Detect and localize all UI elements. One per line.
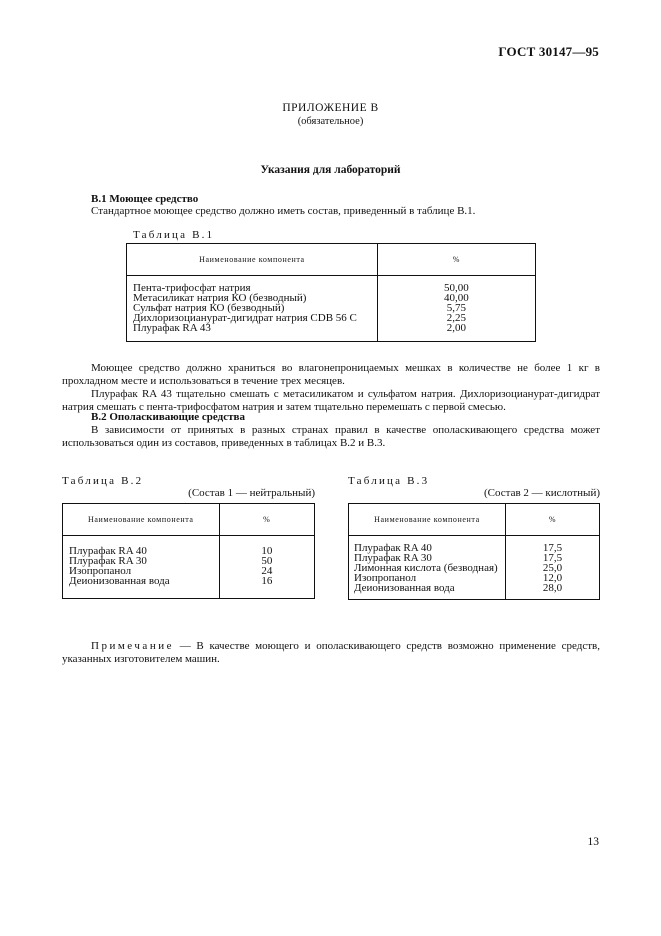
table-b3-header-percent: % xyxy=(505,504,599,536)
table-b3-components xyxy=(349,536,506,600)
section-b1-paragraphs xyxy=(62,362,600,414)
table-row-value: 28,0 xyxy=(542,582,563,594)
table-b1-values xyxy=(377,276,535,342)
table-row-name: Дихлоризоциануpат-дигидрат натрия CDB 56 С xyxy=(133,312,357,324)
table-row-value: 12,0 xyxy=(542,572,563,584)
appendix-subtitle: (обязательное) xyxy=(297,116,364,127)
table-row-name: Сульфат натрия КО (безводный) xyxy=(133,302,285,314)
table-row-name: Плурафак RA 30 xyxy=(354,552,432,564)
note-text: — В качестве моющего и ополаскивающего средств возможно применение средств, указанных изготовителем машин. xyxy=(62,640,600,665)
table-row-name: Изопропанол xyxy=(69,565,132,577)
section-b1-heading: В.1 Моющее средство xyxy=(91,193,199,205)
table-row-name: Плурафак RA 30 xyxy=(69,555,147,567)
table-row-value: 5,75 xyxy=(446,302,467,314)
table-row-value: 17,5 xyxy=(542,552,563,564)
table-row-value: 16 xyxy=(261,575,273,587)
paragraph-mixing: Плурафак RA 43 тщательно смешать с метасиликатом и сульфатом натрия. Дихлоризоцианурат-дигидрат натрия смешать с пента-трифосфатом натрия и затем тщательно перемешать с первой смесью. xyxy=(62,388,600,413)
table-b3-values xyxy=(505,536,599,600)
table-row-value: 2,00 xyxy=(446,322,467,334)
table-row-name: Плурафак RA 40 xyxy=(69,545,147,557)
table-row-value: 25,0 xyxy=(542,562,563,574)
page-number: 13 xyxy=(587,836,599,848)
table-b3 xyxy=(348,503,600,600)
table-b3-header-component: Наименование компонента xyxy=(349,504,506,536)
table-b3-caption: Таблица В.3 xyxy=(348,475,430,487)
table-b2-subcaption: (Состав 1 — нейтральный) xyxy=(188,487,315,499)
section-b1-intro: Стандартное моющее средство должно иметь состав, приведенный в таблице В.1. xyxy=(91,205,476,217)
table-b1-components xyxy=(127,276,378,342)
table-b2-header-component: Наименование компонента xyxy=(63,504,220,536)
table-row-value: 17,5 xyxy=(542,542,563,554)
table-row-name: Изопропанол xyxy=(354,572,417,584)
table-row-name: Метасиликат натрия КО (безводный) xyxy=(133,292,307,304)
note-label: Примечание xyxy=(91,640,174,652)
table-b2-header-percent: % xyxy=(219,504,314,536)
table-row-value: 50 xyxy=(261,555,273,567)
table-row-value: 50,00 xyxy=(444,282,469,294)
table-row-value: 40,00 xyxy=(444,292,469,304)
table-row-name: Деионизованная вода xyxy=(69,575,170,587)
table-row-name: Пента-трифосфат натрия xyxy=(133,282,251,294)
table-row-value: 10 xyxy=(261,545,273,557)
note xyxy=(62,640,600,666)
table-row-value: 24 xyxy=(261,565,273,577)
section-b2-heading: В.2 Ополаскивающие средства xyxy=(91,411,245,423)
table-b1-header-percent: % xyxy=(377,244,535,276)
table-row-name: Деионизованная вода xyxy=(354,582,455,594)
table-b2 xyxy=(62,503,315,599)
table-row-value: 2,25 xyxy=(446,312,467,324)
table-row-name: Лимонная кислота (безводная) xyxy=(354,562,498,574)
table-b3-subcaption: (Состав 2 — кислотный) xyxy=(483,487,600,499)
section-b2-intro: В зависимости от принятых в разных странах правил в качестве ополаскивающего средства может использоваться один из составов, приведенных в таблицах В.2 и В.3. xyxy=(62,424,600,449)
paragraph-storage: Моющее средство должно храниться во влагонепроницаемых мешках в количестве не более 1 кг в прохладном месте и использоваться в течение трех месяцев. xyxy=(62,362,600,387)
table-b1-header-component: Наименование компонента xyxy=(127,244,378,276)
document-title: Указания для лабораторий xyxy=(260,164,401,176)
table-row-name: Плурафак RA 40 xyxy=(354,542,432,554)
table-b2-caption: Таблица В.2 xyxy=(62,475,144,487)
appendix-title: ПРИЛОЖЕНИЕ В xyxy=(282,102,379,114)
table-row-name: Плурафак RA 43 xyxy=(133,322,211,334)
table-b2-values xyxy=(219,536,314,599)
standard-code: ГОСТ 30147—95 xyxy=(498,44,599,59)
table-b2-components xyxy=(63,536,220,599)
table-b1-caption: Таблица В.1 xyxy=(133,229,215,241)
table-b1 xyxy=(126,243,536,342)
